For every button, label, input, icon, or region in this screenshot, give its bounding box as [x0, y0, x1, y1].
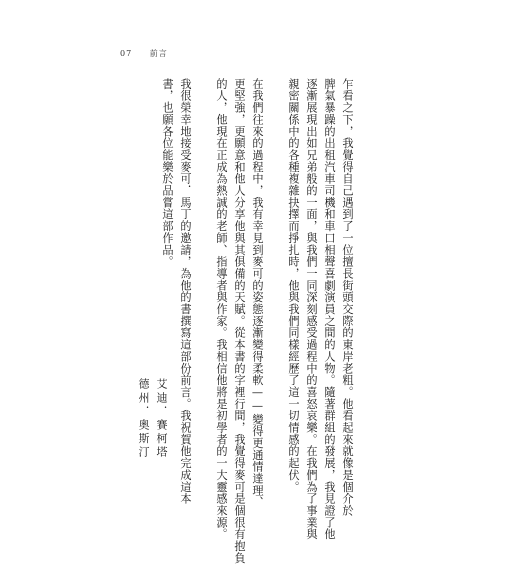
signature-name: 艾迪．賽柯塔 — [155, 378, 168, 460]
text-column-7: 更堅強，更願意和他人分享他與其俱備的天賦。從本書的字裡行間，我覺得麥可是個很有抱負 — [233, 78, 246, 564]
text-column-11: 書，也願各位能樂於品嘗這部作品。 — [161, 78, 174, 268]
text-column-8: 的人，他現在正成為熱誠的老師、指導者與作家。我相信他將是初學者的一大靈感來源。 — [215, 78, 228, 541]
running-header — [120, 48, 168, 59]
text-column-1: 乍看之下，我覺得自己遇到了一位擅長街頭交際的東岸老粗。他看起來就像是個介於 — [341, 78, 354, 517]
chapter-title: 前言 — [149, 49, 168, 58]
page-number: 07 — [120, 49, 133, 58]
text-column-3: 逐漸展現出如兄弟般的一面，與我們一同深刻感受過程中的喜怒哀樂。在我們為了事業與 — [305, 78, 318, 541]
signature-location: 德州．奧斯汀 — [137, 378, 150, 460]
text-column-10: 我很榮幸地接受麥可．馬丁的邀請，為他的書撰寫這部份前言。我祝賀他完成這本 — [179, 78, 192, 505]
text-column-6: 在我們往來的過程中，我有幸見到麥可的姿態逐漸變得柔軟——變得更通情達理、 — [251, 78, 264, 509]
text-column-2: 脾氣暴躁的出租汽車司機和車口相聲喜劇演員之間的人物。隨著群組的發展，我見證了他 — [323, 78, 336, 541]
text-column-4: 親密關係中的各種複雜抉擇而掙扎時，他與我們同樣經歷了這一切情感的起伏。 — [287, 78, 300, 493]
